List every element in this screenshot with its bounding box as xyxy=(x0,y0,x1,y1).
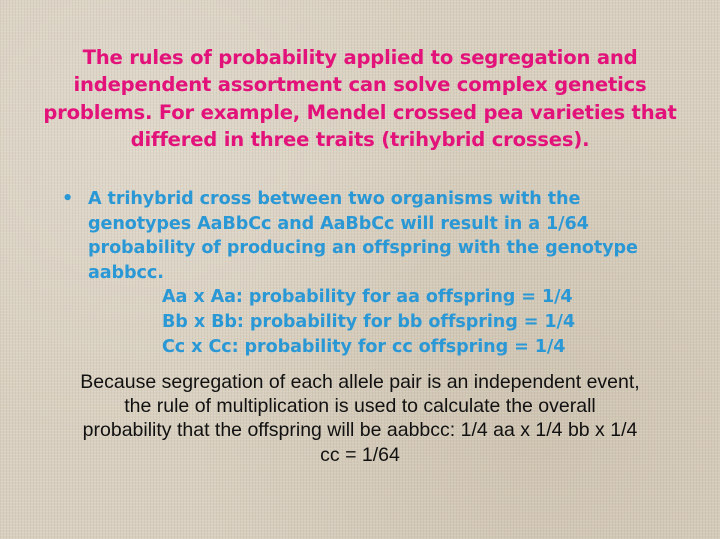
explanation-line: the rule of multiplication is used to calculate the overall xyxy=(124,395,596,418)
title-line: problems. For example, Mendel crossed pea varieties that xyxy=(43,100,677,124)
explanation-line: probability that the offspring will be aabbcc: 1/4 aa x 1/4 bb x 1/4 xyxy=(82,419,638,442)
bullet-line: A trihybrid cross between two organisms with the xyxy=(88,189,581,209)
title-line: The rules of probability applied to segregation and xyxy=(82,46,638,69)
title-line: differed in three traits (trihybrid crosses). xyxy=(130,127,590,151)
bullet-item xyxy=(60,187,680,359)
explanation-line: Because segregation of each allele pair is an independent event, xyxy=(80,371,640,393)
probability-line-cc: Cc x Cc: probability for cc offspring = 1/4 xyxy=(162,336,566,357)
probability-lines xyxy=(162,285,680,359)
bullet-line: aabbcc. xyxy=(88,262,164,283)
probability-line-bb: Bb x Bb: probability for bb offspring = 1/4 xyxy=(162,311,576,332)
bullet-block xyxy=(60,187,680,359)
probability-line-aa: Aa x Aa: probability for aa offspring = 1/4 xyxy=(162,287,573,308)
title-line: independent assortment can solve complex genetics xyxy=(73,73,647,97)
explanation-line: cc = 1/64 xyxy=(320,443,400,466)
slide-title xyxy=(36,44,684,153)
explanation-text xyxy=(32,370,688,467)
bullet-line: probability of producing an offspring with the genotype xyxy=(88,238,638,259)
bullet-line: genotypes AaBbCc and AaBbCc will result in a 1/64 xyxy=(88,213,589,234)
bullet-marker: • xyxy=(62,189,74,209)
